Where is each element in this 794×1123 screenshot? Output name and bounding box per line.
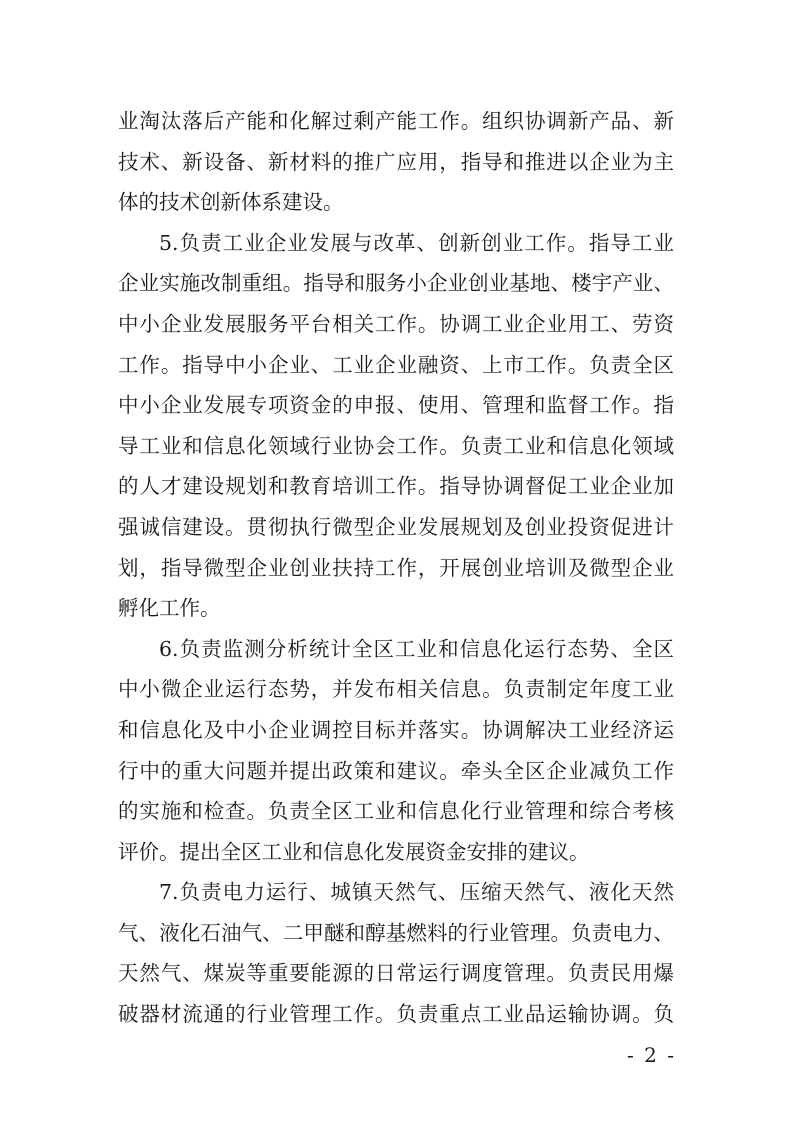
text-line-5: 企业实施改制重组。指导和服务小企业创业基地、楼宇产业、 <box>118 271 674 296</box>
text-line-17: 行中的重大问题并提出政策和建议。牵头全区企业减负工作 <box>118 758 674 783</box>
text-line-12: 划，指导微型企业创业扶持工作，开展创业培训及微型企业 <box>118 555 674 580</box>
text-line-23: 破器材流通的行业管理工作。负责重点工业品运输协调。负 <box>118 1002 674 1027</box>
text-line-8: 中小企业发展专项资金的申报、使用、管理和监督工作。指 <box>118 393 674 418</box>
text-line-19: 评价。提出全区工业和信息化发展资金安排的建议。 <box>118 839 590 864</box>
text-line-21: 气、液化石油气、二甲醚和醇基燃料的行业管理。负责电力、 <box>118 920 674 945</box>
text-line-1: 业淘汰落后产能和化解过剩产能工作。组织协调新产品、新 <box>118 109 674 133</box>
text-line-22: 天然气、煤炭等重要能源的日常运行调度管理。负责民用爆 <box>118 961 674 986</box>
text-line-7: 工作。指导中小企业、工业企业融资、上市工作。负责全区 <box>118 352 674 377</box>
text-line-2: 技术、新设备、新材料的推广应用，指导和推进以企业为主 <box>118 149 674 174</box>
text-line-11: 强诚信建设。贯彻执行微型企业发展规划及创业投资促进计 <box>118 514 674 539</box>
text-line-15: 中小微企业运行态势，并发布相关信息。负责制定年度工业 <box>118 677 674 702</box>
text-line-13: 孵化工作。 <box>118 596 221 621</box>
text-line-16: 和信息化及中小企业调控目标并落实。协调解决工业经济运 <box>118 717 674 742</box>
body-text <box>118 101 674 1035</box>
text-line-10: 的人才建设规划和教育培训工作。指导协调督促工业企业加 <box>118 474 674 499</box>
text-line-20: 7.负责电力运行、城镇天然气、压缩天然气、液化天然 <box>159 880 674 905</box>
text-line-3: 体的技术创新体系建设。 <box>118 190 344 215</box>
text-line-6: 中小企业发展服务平台相关工作。协调工业企业用工、劳资 <box>118 311 674 336</box>
page-number: - 2 - <box>627 1043 676 1067</box>
text-line-9: 导工业和信息化领域行业协会工作。负责工业和信息化领域 <box>118 433 674 458</box>
text-line-4: 5.负责工业企业发展与改革、创新创业工作。指导工业 <box>159 230 674 255</box>
text-line-18: 的实施和检查。负责全区工业和信息化行业管理和综合考核 <box>118 799 674 824</box>
text-line-14: 6.负责监测分析统计全区工业和信息化运行态势、全区 <box>159 636 674 661</box>
